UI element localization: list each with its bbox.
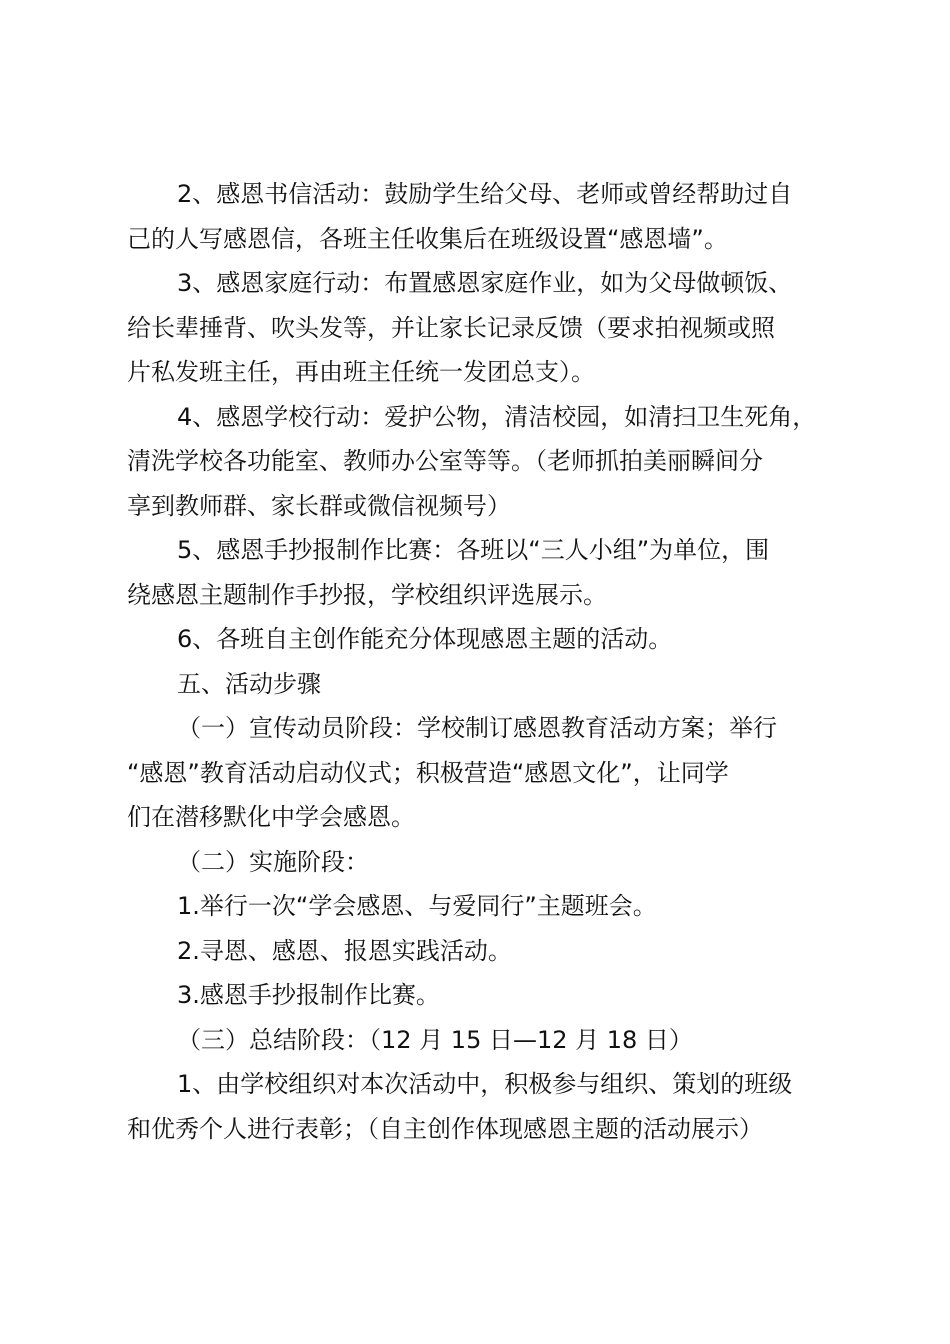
text-line: 2.寻恩、感恩、报恩实践活动。: [177, 936, 512, 965]
text-line: 绕感恩主题制作手抄报，学校组织评选展示。: [127, 580, 607, 609]
text-line: 们在潜移默化中学会感恩。: [127, 803, 415, 831]
text-line: 2、感恩书信活动：鼓励学生给父母、老师或曾经帮助过自: [177, 180, 793, 208]
section-heading-activity-steps: [127, 662, 837, 707]
text-line: （三）总结阶段：（12 月 15 日—12 月 18 日）: [177, 1025, 693, 1054]
text-line: 片私发班主任，再由班主任统一发团总支）。: [127, 358, 595, 386]
paragraph-item-2-letters: [127, 172, 837, 261]
paragraph-stage-2-step-1: [127, 884, 837, 929]
paragraph-item-3-family: [127, 261, 837, 395]
paragraph-stage-2-step-2: [127, 929, 837, 974]
text-line: （一）宣传动员阶段：学校制订感恩教育活动方案；举行: [177, 714, 777, 742]
text-line: 6、各班自主创作能充分体现感恩主题的活动。: [177, 625, 673, 653]
text-line: “感恩”教育活动启动仪式；积极营造“感恩文化”，让同学: [127, 758, 729, 787]
paragraph-stage-2-implementation: [127, 840, 837, 885]
paragraph-stage-1-mobilization: [127, 706, 837, 840]
document-body: [127, 172, 837, 1151]
text-line: 清洗学校各功能室、教师办公室等等。（老师抓拍美丽瞬间分: [127, 447, 763, 475]
text-line: 3、感恩家庭行动：布置感恩家庭作业，如为父母做顿饭、: [177, 269, 793, 297]
text-line: （二）实施阶段：: [177, 847, 369, 876]
text-line: 己的人写感恩信，各班主任收集后在班级设置“感恩墙”。: [127, 224, 728, 253]
paragraph-item-5-handwritten-newspaper: [127, 528, 837, 617]
text-line: 4、感恩学校行动：爱护公物，清洁校园，如清扫卫生死角，: [177, 402, 817, 431]
text-line: 1.举行一次“学会感恩、与爱同行”主题班会。: [177, 892, 657, 920]
text-line: 5、感恩手抄报制作比赛：各班以“三人小组”为单位，围: [177, 536, 770, 564]
paragraph-stage-3-item-1: [127, 1062, 837, 1151]
paragraph-stage-3-summary: [127, 1018, 837, 1063]
text-line: 给长辈捶背、吹头发等，并让家长记录反馈（要求拍视频或照: [127, 313, 775, 342]
text-line: 1、由学校组织对本次活动中，积极参与组织、策划的班级: [177, 1070, 793, 1098]
heading-text: 五、活动步骤: [177, 669, 321, 698]
paragraph-item-4-school: [127, 395, 837, 529]
paragraph-stage-2-step-3: [127, 973, 837, 1018]
text-line: 和优秀个人进行表彰；（自主创作体现感恩主题的活动展示）: [127, 1114, 763, 1143]
text-line: 享到教师群、家长群或微信视频号）: [127, 491, 511, 520]
text-line: 3.感恩手抄报制作比赛。: [177, 981, 440, 1009]
paragraph-item-6-class-activities: [127, 617, 837, 662]
